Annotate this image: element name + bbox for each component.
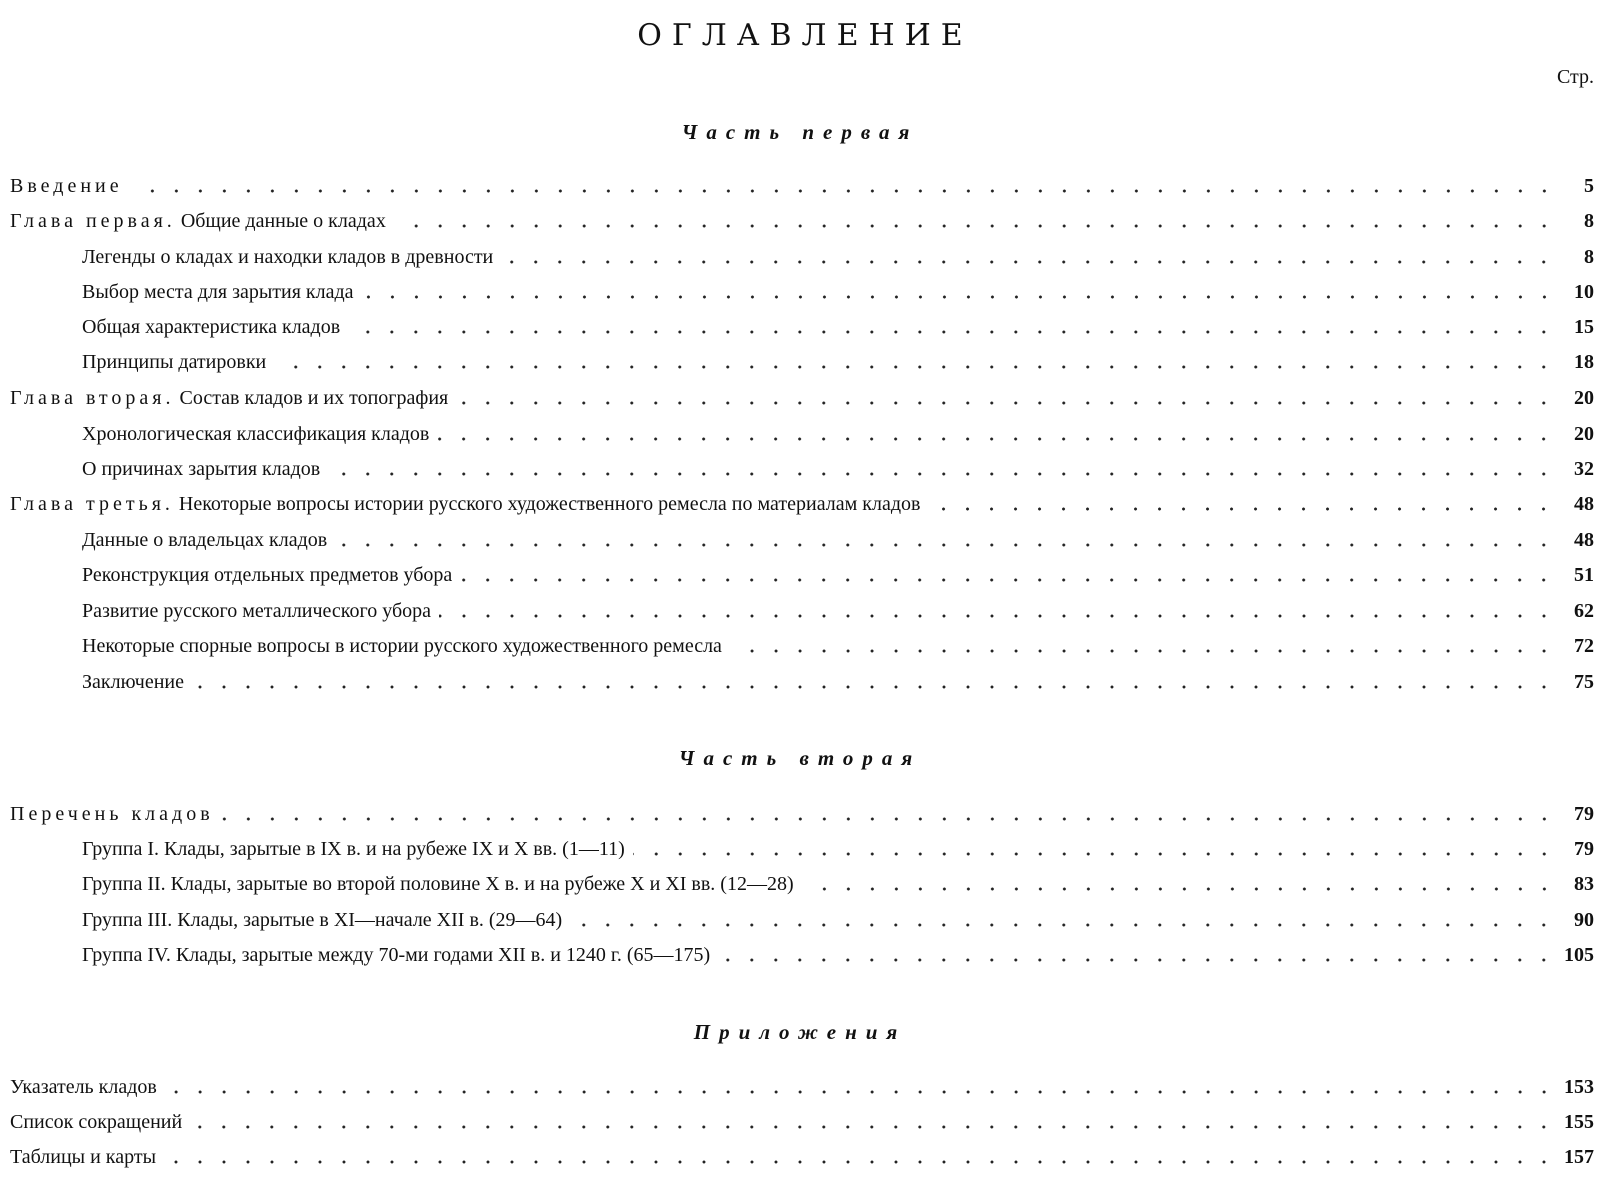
dot-leader <box>362 295 1556 299</box>
toc-entry-title: Данные о владельцах кладов <box>82 529 328 551</box>
toc-page-number: 8 <box>1584 210 1594 232</box>
toc-entry-lead: Перечень кладов <box>10 803 214 825</box>
dot-leader <box>274 365 1556 369</box>
part-title: Приложения <box>693 1020 907 1044</box>
toc-page-number: 51 <box>1574 564 1594 586</box>
toc-page-number: 155 <box>1564 1111 1594 1133</box>
toc-entry-title: Группа I. Клады, зарытые в IX в. и на рубеже IX и X вв. (1—11) <box>82 838 625 860</box>
dot-leader <box>348 330 1556 334</box>
page-column-label: Стр. <box>1556 66 1594 88</box>
dot-leader <box>190 1125 1556 1129</box>
dot-leader <box>328 472 1556 476</box>
toc-page-number: 18 <box>1574 351 1594 373</box>
toc-entry[interactable] <box>82 597 1594 625</box>
toc-entry[interactable] <box>10 1143 1594 1171</box>
toc-entry[interactable] <box>82 455 1594 483</box>
toc-page-number: 20 <box>1574 387 1594 409</box>
toc-page-number: 75 <box>1574 671 1594 693</box>
toc-page-number: 32 <box>1574 458 1594 480</box>
dot-leader <box>802 887 1556 891</box>
toc-page-number: 79 <box>1574 803 1594 825</box>
toc-page-number: 5 <box>1584 175 1594 197</box>
toc-page-number: 157 <box>1564 1146 1594 1168</box>
toc-entry-lead: Глава первая. <box>10 210 176 232</box>
toc-entry-lead: Глава вторая. <box>10 387 175 409</box>
dot-leader <box>501 260 1556 264</box>
dot-leader <box>928 507 1556 511</box>
toc-entry[interactable] <box>82 561 1594 589</box>
toc-entry[interactable] <box>82 278 1594 306</box>
dot-leader <box>165 1090 1556 1094</box>
page-title: ОГЛАВЛЕНИЕ <box>637 18 973 53</box>
toc-entry[interactable] <box>82 906 1594 934</box>
toc-entry[interactable] <box>82 941 1594 969</box>
toc-entry-title: Группа III. Клады, зарытые в XI—начале XII в. (29—64) <box>82 909 563 931</box>
toc-entry-title: Группа IV. Клады, зарытые между 70-ми годами XII в. и 1240 г. (65—175) <box>82 944 711 966</box>
dot-leader <box>222 817 1556 821</box>
toc-entry-title: Список сокращений <box>10 1111 183 1133</box>
toc-entry-lead: Глава третья. <box>10 493 174 515</box>
toc-page-number: 20 <box>1574 423 1594 445</box>
toc-entry[interactable] <box>10 490 1594 518</box>
toc-entry-title: Общая характеристика кладов <box>82 316 341 338</box>
dot-leader <box>460 578 1556 582</box>
toc-entry-text <box>10 207 386 235</box>
toc-entry-title: Состав кладов и их топография <box>179 387 449 409</box>
toc-page-number: 90 <box>1574 909 1594 931</box>
toc-entry-title: Группа II. Клады, зарытые во второй половине X в. и на рубеже X и XI вв. (12—28) <box>82 873 794 895</box>
toc-entry-text <box>10 800 214 828</box>
toc-entry[interactable] <box>82 243 1594 271</box>
dot-leader <box>164 1160 1556 1164</box>
toc-entry-title: Некоторые вопросы истории русского художественного ремесла по материалам кладов <box>178 493 921 515</box>
toc-entry[interactable] <box>10 1073 1594 1101</box>
toc-page-number: 153 <box>1564 1076 1594 1098</box>
toc-entry-title: Реконструкция отдельных предметов убора <box>82 564 453 586</box>
dot-leader <box>718 958 1556 962</box>
toc-entry-title: Некоторые спорные вопросы в истории русского художественного ремесла <box>82 635 722 657</box>
toc-entry[interactable] <box>82 870 1594 898</box>
toc-entry[interactable] <box>10 800 1594 828</box>
dot-leader <box>456 401 1556 405</box>
toc-entry-lead: Введение <box>10 175 123 197</box>
dot-leader <box>335 543 1556 547</box>
toc-entry[interactable] <box>82 313 1594 341</box>
toc-page-number: 10 <box>1574 281 1594 303</box>
toc-entry[interactable] <box>82 526 1594 554</box>
toc-page-number: 48 <box>1574 529 1594 551</box>
toc-entry-title: Таблицы и карты <box>10 1146 157 1168</box>
toc-entry[interactable] <box>82 835 1594 863</box>
toc-page-number: 105 <box>1564 944 1594 966</box>
toc-entry-title: Выбор места для зарытия клада <box>82 281 354 303</box>
toc-page-number: 79 <box>1574 838 1594 860</box>
dot-leader <box>730 649 1556 653</box>
dot-leader <box>192 685 1556 689</box>
toc-entry-title: Развитие русского металлического убора <box>82 600 432 622</box>
toc-entry-text <box>10 490 920 518</box>
dot-leader <box>633 852 1556 856</box>
toc-entry[interactable] <box>10 207 1594 235</box>
toc-entry-title: Заключение <box>82 671 184 693</box>
toc-entry[interactable] <box>82 348 1594 376</box>
toc-entry-text <box>10 384 448 412</box>
toc-page-number: 62 <box>1574 600 1594 622</box>
toc-entry-title: Указатель кладов <box>10 1076 157 1098</box>
toc-entry-title: Принципы датировки <box>82 351 267 373</box>
toc-entry[interactable] <box>82 632 1594 660</box>
dot-leader <box>131 189 1556 193</box>
part-title: Часть первая <box>681 120 919 144</box>
part-title: Часть вторая <box>678 746 922 770</box>
toc-page-number: 15 <box>1574 316 1594 338</box>
toc-entry[interactable] <box>10 384 1594 412</box>
dot-leader <box>394 224 1556 228</box>
toc-entry[interactable] <box>82 420 1594 448</box>
toc-page-number: 72 <box>1574 635 1594 657</box>
toc-entry-title: Легенды о кладах и находки кладов в древности <box>82 246 494 268</box>
toc-entry[interactable] <box>10 1108 1594 1136</box>
dot-leader <box>437 437 1556 441</box>
dot-leader <box>439 614 1556 618</box>
toc-entry-text <box>10 172 123 200</box>
toc-entry-title: Общие данные о кладах <box>180 210 386 232</box>
toc-entry-title: Хронологическая классификация кладов <box>82 423 430 445</box>
toc-page-number: 48 <box>1574 493 1594 515</box>
dot-leader <box>570 923 1556 927</box>
toc-page-number: 83 <box>1574 873 1594 895</box>
toc-entry[interactable] <box>10 172 1594 200</box>
toc-page-number: 8 <box>1584 246 1594 268</box>
toc-entry[interactable] <box>82 668 1594 696</box>
toc-entry-title: О причинах зарытия кладов <box>82 458 321 480</box>
